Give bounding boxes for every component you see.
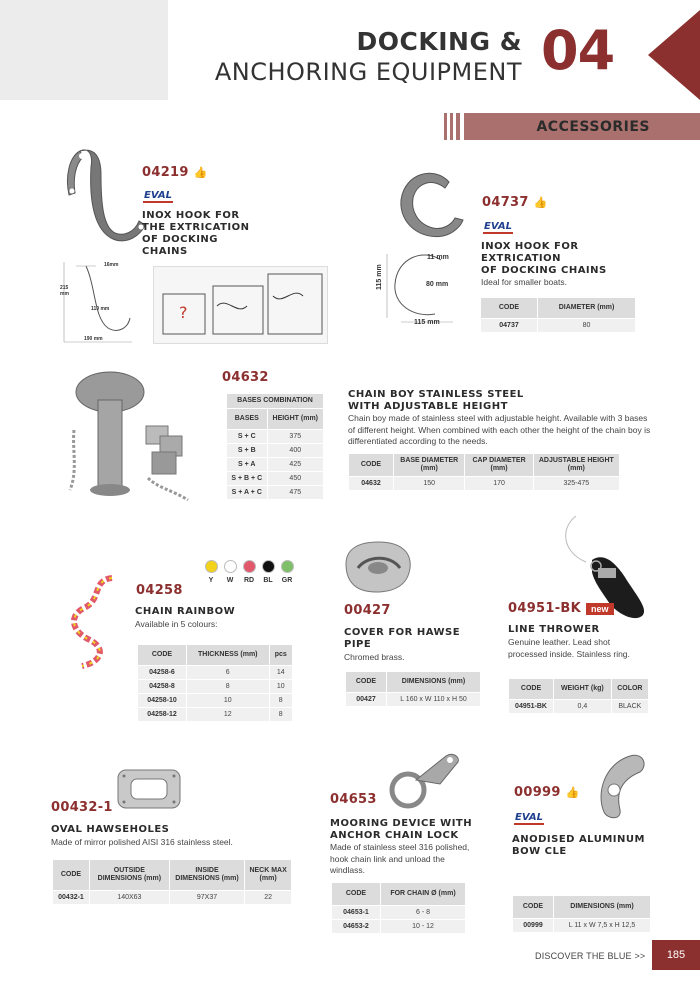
table-header: INSIDE DIMENSIONS (mm) xyxy=(170,860,245,890)
thumbs-up-icon: 👍 xyxy=(533,197,548,209)
title-line: CHAIN BOY STAINLESS STEEL xyxy=(348,389,524,400)
chain-boy-image xyxy=(48,370,220,510)
chain-rainbow-image xyxy=(62,570,132,670)
product-description: Available in 5 colours: xyxy=(135,619,218,629)
title-line: ANODISED ALUMINUM xyxy=(512,834,645,845)
product-description: Ideal for smaller boats. xyxy=(481,277,567,287)
swatch-black xyxy=(262,560,275,573)
dim-label: 215 mm xyxy=(60,285,69,297)
title-line: WITH ADJUSTABLE HEIGHT xyxy=(348,401,508,412)
table-row: 04737 80 xyxy=(481,319,635,332)
title-line: PIPE xyxy=(344,639,372,650)
dim-label: 16mm xyxy=(104,262,119,268)
c-hook-image xyxy=(395,164,467,244)
swatch-red xyxy=(243,560,256,573)
table-row: 00999 L 11 x W 7,5 x H 12,5 xyxy=(513,919,650,932)
c-hook-dimension-drawing xyxy=(383,248,463,330)
table-row: 00427 L 160 x W 110 x H 50 xyxy=(346,693,480,706)
bases-combination-table xyxy=(226,393,324,500)
table-header: NECK MAX (mm) xyxy=(245,860,291,890)
table-row: S + C 375 xyxy=(227,430,323,443)
table-04258 xyxy=(137,644,293,722)
title-line: ANCHOR CHAIN LOCK xyxy=(330,830,459,841)
table-row: 04258-10 10 8 xyxy=(138,694,292,707)
product-code-04258: 04258 xyxy=(136,583,183,598)
table-header: CODE xyxy=(513,896,553,918)
table-04653 xyxy=(331,882,466,934)
table-header: CODE xyxy=(346,672,386,692)
thumbs-up-icon: 👍 xyxy=(193,167,208,179)
title-line: BOW CLE xyxy=(512,846,567,857)
chapter-arrow xyxy=(648,10,700,100)
table-00427 xyxy=(345,671,481,707)
table-header: pcs xyxy=(270,645,292,665)
table-row: 00432-1 140X63 97X37 22 xyxy=(53,891,291,904)
table-header: CODE xyxy=(53,860,89,890)
page-number xyxy=(652,940,700,970)
product-description: Made of mirror polished AISI 316 stainless steel. xyxy=(51,837,233,847)
table-header: COLOR xyxy=(612,679,648,699)
chapter-number: 04 xyxy=(541,19,615,82)
thumbs-up-icon: 👍 xyxy=(565,787,580,799)
product-description: Made of stainless steel 316 polished, hook chain link and unload the windlass. xyxy=(330,842,470,875)
section-banner-stripes xyxy=(444,113,464,140)
table-header: BASE DIAMETER (mm) xyxy=(394,454,464,476)
eval-logo: EVAL xyxy=(484,221,513,232)
page-number-text: 185 xyxy=(666,949,686,961)
product-code-00999: 00999 xyxy=(514,785,561,800)
table-row: S + B 400 xyxy=(227,444,323,457)
table-04951-bk xyxy=(508,678,649,714)
product-code-04737: 04737 xyxy=(482,195,529,210)
swatch-label: GR xyxy=(281,577,293,584)
product-description: Chromed brass. xyxy=(344,652,405,662)
table-row: 04258-6 6 14 xyxy=(138,666,292,679)
table-row: 04258-12 12 8 xyxy=(138,708,292,721)
eval-logo: EVAL xyxy=(144,190,173,201)
product-title: OVAL HAWSEHOLES xyxy=(51,824,170,835)
swatch-label: W xyxy=(226,577,234,584)
table-row: 04653-1 6 - 8 xyxy=(332,906,465,919)
dim-label: 80 mm xyxy=(426,281,449,288)
table-header: DIMENSIONS (mm) xyxy=(554,896,650,918)
table-row: 04632 150 170 325-475 xyxy=(349,477,619,490)
hook-dimension-drawing xyxy=(56,258,140,346)
swatch-label: BL xyxy=(263,577,273,584)
product-description: Genuine leather. Lead shot processed inside. Stainless ring. xyxy=(508,637,630,659)
title-line: COVER FOR HAWSE xyxy=(344,627,461,638)
dim-label: 11 mm xyxy=(427,254,449,261)
eval-logo: EVAL xyxy=(515,812,544,823)
footer-tagline: DISCOVER THE BLUE >> xyxy=(535,951,646,961)
table-row: 04653-2 10 - 12 xyxy=(332,920,465,933)
product-code-04219: 04219 xyxy=(142,165,189,180)
table-header: HEIGHT (mm) xyxy=(268,409,323,429)
swatch-label: Y xyxy=(208,577,214,584)
table-header: CODE xyxy=(349,454,393,476)
title-line: OF DOCKING CHAINS xyxy=(481,265,607,276)
svg-text:?: ? xyxy=(179,303,188,322)
title-line: THE EXTRICATION xyxy=(142,222,250,233)
product-code-04951-bk: 04951-BK xyxy=(508,601,582,616)
color-swatches xyxy=(204,560,294,584)
title-line: OF DOCKING xyxy=(142,234,219,245)
table-row: S + A 425 xyxy=(227,458,323,471)
table-header: CODE xyxy=(332,883,380,905)
dim-label: 110 mm xyxy=(91,306,110,312)
dim-label: 190 mm xyxy=(84,336,103,342)
table-header: ADJUSTABLE HEIGHT (mm) xyxy=(534,454,619,476)
section-title: ACCESSORIES xyxy=(536,119,650,135)
product-code-04653: 04653 xyxy=(330,792,377,807)
inox-hook-image xyxy=(55,143,150,258)
table-header: WEIGHT (kg) xyxy=(554,679,611,699)
table-header: FOR CHAIN Ø (mm) xyxy=(381,883,465,905)
table-header: CODE xyxy=(509,679,553,699)
product-code-04632: 04632 xyxy=(222,370,269,385)
swatch-white xyxy=(224,560,237,573)
table-header: DIAMETER (mm) xyxy=(538,298,635,318)
dim-label: 115 mm xyxy=(414,319,440,326)
dim-label: 115 mm xyxy=(376,264,383,290)
swatch-yellow xyxy=(205,560,218,573)
table-header: CODE xyxy=(481,298,537,318)
table-04632 xyxy=(348,453,620,491)
swatch-label: RD xyxy=(243,577,255,584)
product-description: Chain boy made of stainless steel with adjustable height. Available with 3 bases of different height. When combined with each other the height of the chain boy is differentiated according to the needs. xyxy=(348,413,651,446)
product-code-00427: 00427 xyxy=(344,603,391,618)
title-line: INOX HOOK FOR xyxy=(142,210,240,221)
table-header: OUTSIDE DIMENSIONS (mm) xyxy=(90,860,169,890)
title-line: INOX HOOK FOR xyxy=(481,241,579,252)
title-line: EXTRICATION xyxy=(481,253,561,264)
product-code-00432-1: 00432-1 xyxy=(51,800,113,815)
table-04737 xyxy=(480,297,636,333)
table-row: S + A + C 475 xyxy=(227,486,323,499)
header-title-line1: DOCKING & xyxy=(356,27,522,56)
table-header: THICKNESS (mm) xyxy=(187,645,269,665)
table-00999 xyxy=(512,895,651,933)
table-header: DIMENSIONS (mm) xyxy=(387,672,480,692)
table-row: 04258-8 8 10 xyxy=(138,680,292,693)
table-header: BASES COMBINATION xyxy=(227,394,323,408)
table-00432-1 xyxy=(52,859,292,905)
mooring-device-image xyxy=(386,744,466,814)
oval-hawsehole-image xyxy=(116,768,182,810)
bow-cleat-image xyxy=(590,750,650,822)
table-header: CAP DIAMETER (mm) xyxy=(465,454,532,476)
title-line: MOORING DEVICE WITH xyxy=(330,818,473,829)
swatch-green xyxy=(281,560,294,573)
table-row: S + B + C 450 xyxy=(227,472,323,485)
section-banner xyxy=(464,113,700,140)
header-title-line2: ANCHORING EQUIPMENT xyxy=(214,58,522,86)
new-badge: new xyxy=(586,603,614,615)
table-row: 04951-BK 0,4 BLACK xyxy=(509,700,648,713)
product-title: CHAIN RAINBOW xyxy=(135,606,236,617)
hawse-pipe-cover-image xyxy=(340,538,416,596)
usage-sketch xyxy=(153,266,328,344)
table-header: CODE xyxy=(138,645,186,665)
product-title: LINE THROWER xyxy=(508,624,600,635)
table-header: BASES xyxy=(227,409,267,429)
title-line: CHAINS xyxy=(142,246,188,257)
header-grey-block xyxy=(0,0,168,100)
